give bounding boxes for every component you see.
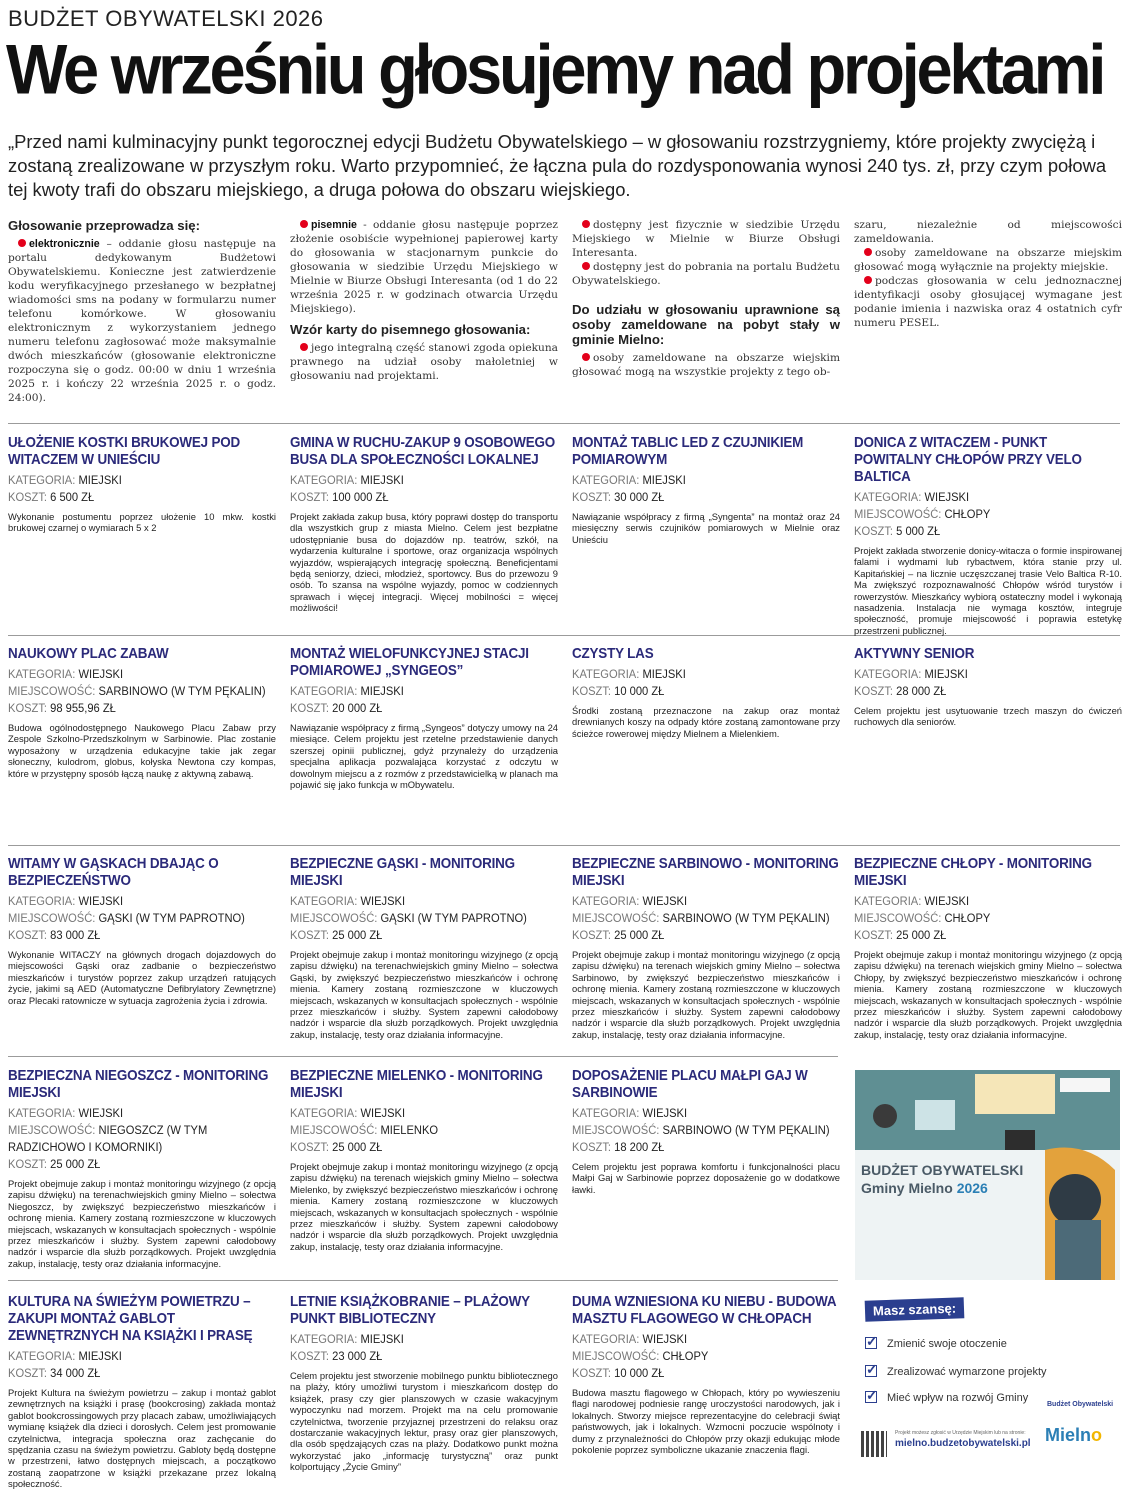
- project-location: MIEJSCOWOŚĆ: SARBINOWO (W TYM PĘKALIN): [572, 1123, 830, 1137]
- ballot-template-heading: Wzór karty do pisemnego głosowania:: [290, 322, 531, 337]
- promo-illustration: [855, 1070, 1120, 1280]
- project-title: NAUKOWY PLAC ZABAW: [8, 646, 169, 662]
- project-title: LETNIE KSIĄŻKOBRANIE – PLAŻOWY PUNKT BIBLIOTECZNY: [290, 1294, 530, 1327]
- project-location: MIEJSCOWOŚĆ: NIEGOSZCZ (W TYM RADZICHOWO I KOMORNIKI): [8, 1123, 208, 1154]
- project-description: Celem projektu jest poprawa komfortu i funkcjonalności placu Małpi Gaj w Sarbinowie poprzez doposażenie go w dodatkowe ławki.: [572, 1161, 840, 1195]
- project-category: KATEGORIA: MIEJSKI: [290, 473, 404, 487]
- project-category: KATEGORIA: WIEJSKI: [8, 667, 124, 681]
- project-location: MIEJSCOWOŚĆ: GĄSKI (W TYM PAPROTNO): [8, 911, 245, 925]
- project-description: Nawiązanie współpracy z firmą „Syngeos” dotyczy umowy na 24 miesiące. Celem projektu jest rzetelne przedstawienie danych szerszej opinii publicznej, gdyż przynależy do urządzenia specjalna aplikacja pozwalająca korzystać z odczytu w dowolnym miejscu a z rozmów z przedstawicielką w planach ma pojawić się jako funkcja w mObywatelu.: [290, 722, 558, 791]
- project-card: [8, 1294, 276, 1490]
- project-title: GMINA W RUCHU-ZAKUP 9 OSOBOWEGO BUSA DLA SPOŁECZNOŚCI LOKALNEJ: [290, 435, 556, 468]
- project-cost: KOSZT: 83 000 ZŁ: [8, 928, 101, 942]
- bullet-icon: [864, 276, 872, 284]
- divider: [8, 1056, 838, 1057]
- project-title: KULTURA NA ŚWIEŻYM POWIETRZU – ZAKUPI MONTAŻ GABLOT ZEWNĘTRZNYCH NA KSIĄŻKI I PRASĘ: [8, 1294, 253, 1344]
- project-title: WITAMY W GĄSKACH DBAJĄC O BEZPIECZEŃSTWO: [8, 856, 219, 889]
- project-description: Projekt obejmuje zakup i montaż monitoringu wizyjnego (z opcją zapisu dźwięku) na terenach wiejskich gminy Mielno – sołectwa Sarbinowo, by zwiększyć bezpieczeństwo mieszkańców i ochronę mienia. Kamery zostaną rozmieszczone w kluczowych miejscach, wskazanych w konsultacjach społecznych - wspólnie przez mieszkańców i służby. System zapewni całodobowy nadzór i wsparcie dla służb porządkowych. Projekt uwzględnia zakup, instalację, testy oraz działania informacyjne.: [572, 949, 840, 1040]
- project-description: Wykonanie WITACZY na głównych drogach dojazdowych do miejscowości Gąski oraz zadbanie o bezpieczeństwo mieszkańców i turystów poprzez zakup urządzeń ratujących życie, jakimi są AED (Automatyczne Defibrylatory Zewnętrzne) oraz Plecaki ratownicze w sytuacja zagrożenia życia i zdrowia.: [8, 949, 276, 1006]
- project-description: Budowa masztu flagowego w Chłopach, który po wywieszeniu flagi narodowej podniesie rangę uroczystości narodowych, jak i lokalnych. Stworzy miejsce reprezentacyjne do celebracji świąt państwowych, jak i lokalnych. Wzmocni poczucie wspólnoty i dumy z przynależności do Chłopów przy okazji edukując młode pokolenie poprzez symboliczne ukazanie znaczenia flagi.: [572, 1387, 840, 1456]
- project-description: Nawiązanie współpracy z firmą „Syngenta” na montaż oraz 24 miesięczny serwis czujników pomiarowych w Mielnie oraz Unieściu: [572, 511, 840, 545]
- project-cost: KOSZT: 10 000 ZŁ: [572, 1366, 665, 1380]
- project-title: BEZPIECZNE MIELENKO - MONITORING MIEJSKI: [290, 1068, 543, 1101]
- intro-column-1: [8, 218, 276, 405]
- project-cost: KOSZT: 28 000 ZŁ: [854, 684, 947, 698]
- ballot-availability-1: dostępny jest fizycznie w siedzibie Urzędu Miejskiego w Mielnie w Biurze Obsługi Interesanta.: [572, 219, 840, 259]
- checklist-item: ✓Zmienić swoje otoczenie: [865, 1337, 1007, 1350]
- project-cost: KOSZT: 25 000 ZŁ: [8, 1157, 101, 1171]
- project-title: CZYSTY LAS: [572, 646, 654, 662]
- bullet-icon: [18, 239, 26, 247]
- project-location: MIEJSCOWOŚĆ: SARBINOWO (W TYM PĘKALIN): [572, 911, 830, 925]
- eligibility-rural: osoby zameldowane na obszarze wiejskim głosować mogą na wszystkie projekty z tego ob-: [572, 352, 840, 378]
- project-title: DONICA Z WITACZEM - PUNKT POWITALNY CHŁOPÓW PRZY VELO BALTICA: [854, 435, 1082, 485]
- project-cost: KOSZT: 30 000 ZŁ: [572, 490, 665, 504]
- project-category: KATEGORIA: WIEJSKI: [572, 1332, 688, 1346]
- eligibility-rural-cont: szaru, niezależnie od miejscowości zameldowania.: [854, 219, 1122, 245]
- divider: [8, 1280, 838, 1281]
- project-description: Projekt zakłada zakup busa, który poprawi dostęp do transportu dla wszystkich grup z miasta Mielno. Celem jest bezpłatne udostępnianie busa do dojazdów np. teatrów, szkół, na wydarzenia kulturalne i sportowe, oraz organizacja wspólnych wyjazdów, wspierających integrację społeczną. Beneficjentami będą seniorzy, dzieci, młodzież, sportowcy. Bus do przewozu 9 osób. To szansa na wspólne wyjazdy, pomoc w codziennych sprawach i więcej integracji. Więcej mobilności = więcej możliwości!: [290, 511, 558, 614]
- ballot-template-text: jego integralną część stanowi zgoda opiekuna prawnego na udział osoby małoletniej w głosowaniu nad projektami.: [290, 342, 558, 382]
- project-card: [854, 435, 1122, 636]
- project-card: [854, 856, 1122, 1040]
- project-card: [572, 435, 840, 545]
- headline: We wrześniu głosujemy nad projektami: [6, 30, 1104, 109]
- promo-title-line1: BUDŻET OBYWATELSKI: [861, 1162, 1024, 1178]
- project-cost: KOSZT: 20 000 ZŁ: [290, 701, 383, 715]
- lead-paragraph: „Przed nami kulminacyjny punkt tegorocznej edycji Budżetu Obywatelskiego – w głosowaniu rozstrzygniemy, które projekty zwyciężą i zostaną zrealizowane w przyszłym roku. Warto przypomnieć, że łączna pula do rozdysponowania wynosi 240 tys. zł, przy czym połowa tej kwoty trafi do obszaru miejskiego, a druga połowa do obszaru wiejskiego.: [8, 131, 1107, 200]
- project-title: AKTYWNY SENIOR: [854, 646, 975, 662]
- project-cost: KOSZT: 25 000 ZŁ: [290, 928, 383, 942]
- project-card: [572, 1294, 840, 1455]
- project-description: Celem projektu jest usytuowanie trzech maszyn do ćwiczeń ruchowych dla seniorów.: [854, 705, 1122, 728]
- mielno-logo: Mielno: [1045, 1425, 1103, 1445]
- project-location: MIEJSCOWOŚĆ: CHŁOPY: [854, 911, 991, 925]
- project-cost: KOSZT: 98 955,96 ZŁ: [8, 701, 116, 715]
- checklist-item: ✓Mieć wpływ na rozwój Gminy: [865, 1391, 1028, 1404]
- identification-note: podczas głosowania w celu jednoznacznej identyfikacji osoby głosującej wymagane jest podanie imienia i nazwiska oraz 4 ostatnich cyfr numeru PESEL.: [854, 275, 1122, 329]
- project-description: Budowa ogólnodostępnego Naukowego Placu Zabaw przy Zespole Szkolno-Przedszkolnym w Sarbinowie. Plac zostanie wyposażony w urządzenia edukacyjne takie jak zegar słoneczny, kulodrom, globus, kołyska Newtona czy kompas, które w przystępny sposób łączą naukę z aktywną zabawą.: [8, 722, 276, 779]
- project-location: MIEJSCOWOŚĆ: SARBINOWO (W TYM PĘKALIN): [8, 684, 266, 698]
- bullet-icon: [582, 353, 590, 361]
- project-cost: KOSZT: 10 000 ZŁ: [572, 684, 665, 698]
- bullet-icon: [582, 262, 590, 270]
- bullet-icon: [582, 220, 590, 228]
- section-kicker: BUDŻET OBYWATELSKI 2026: [8, 6, 324, 31]
- project-card: [572, 1068, 840, 1195]
- project-description: Środki zostaną przeznaczone na zakup oraz montaż drewnianych koszy na odpady które zostaną zamontowane przy ścieżce rowerowej między Mielnem a Mielenkiem.: [572, 705, 840, 739]
- budzet-obywatelski-logo: Budżet Obywatelski: [1047, 1401, 1114, 1408]
- checklist-item: ✓Zrealizować wymarzone projekty: [865, 1365, 1047, 1378]
- ballot-availability-2: dostępny jest do pobrania na portalu Budżetu Obywatelskiego.: [572, 261, 840, 287]
- project-description: Projekt obejmuje zakup i montaż monitoringu wizyjnego (z opcją zapisu dźwięku) na terenach wiejskich gminy Mielno – sołectwa Chłopy, by zwiększyć bezpieczeństwo mieszkańców i ochronę mienia. Kamery zostaną rozmieszczone w kluczowych miejscach, wskazanych w konsultacjach społecznych - wspólnie przez mieszkańców i służby. System zapewni całodobowy nadzór i wsparcie dla służb porządkowych. Projekt uwzględnia zakup, instalację, testy oraz działania informacyjne.: [854, 949, 1122, 1040]
- project-description: Projekt obejmuje zakup i montaż monitoringu wizyjnego (z opcją zapisu dźwięku) na terenachwiejskich gminy Mielno – sołectwa Gąski, by zwiększyć bezpieczeństwo mieszkańców i ochronę mienia. Kamery zostaną rozmieszczone w kluczowych miejscach, wskazanych w konsultacjach społecznych - wspólnie przez mieszkańców i służby. System zapewni całodobowy nadzór i wsparcie dla służb porządkowych. Projekt uwzględnia zakup, instalację, testy oraz działania informacyjne.: [290, 949, 558, 1040]
- project-card: [290, 646, 558, 790]
- project-title: BEZPIECZNE CHŁOPY - MONITORING MIEJSKI: [854, 856, 1092, 889]
- project-category: KATEGORIA: WIEJSKI: [854, 894, 970, 908]
- checkbox-icon: [865, 1337, 877, 1349]
- project-category: KATEGORIA: WIEJSKI: [8, 1106, 124, 1120]
- project-description: Projekt Kultura na świeżym powietrzu – zakup i montaż gablot zewnętrznych na książki i prasę (bookcrosing) zakłada montaż gablot bookcrossingowych przy placach zabaw, umożliwiających wymianę książek dla dzieci i dorosłych. Celem jest promowanie czytelnictwa, integracja społeczna oraz zachęcanie do spędzania czasu na świeżym powietrzu. Gabloty będą dostępne w przestrzeni, łatwo dostępnych miejscach, a początkowo zostaną zaopatrzone w książki przekazane przez lokalną społeczność.: [8, 1387, 276, 1490]
- intro-column-3: [572, 218, 840, 379]
- project-cost: KOSZT: 100 000 ZŁ: [290, 490, 389, 504]
- project-category: KATEGORIA: MIEJSKI: [8, 473, 122, 487]
- project-card: [290, 435, 558, 614]
- project-description: Wykonanie postumentu poprzez ułożenie 10 mkw. kostki brukowej czarnej o wymiarach 5 x 2: [8, 511, 276, 534]
- project-category: KATEGORIA: WIEJSKI: [572, 894, 688, 908]
- project-card: [854, 646, 1122, 728]
- promo-title-line2: Gminy Mielno 2026: [861, 1180, 988, 1196]
- project-cost: KOSZT: 5 000 ZŁ: [854, 524, 941, 538]
- project-category: KATEGORIA: WIEJSKI: [290, 1106, 406, 1120]
- project-category: KATEGORIA: MIEJSKI: [572, 667, 686, 681]
- bullet-icon: [300, 220, 308, 228]
- promo-note: Projekt możesz zgłosić w Urzędzie Miejskim lub na stronie:: [895, 1430, 1026, 1436]
- project-card: [8, 1068, 276, 1269]
- project-category: KATEGORIA: MIEJSKI: [854, 667, 968, 681]
- project-description: Celem projektu jest stworzenie mobilnego punktu bibliotecznego na plaży, który umożliwi turystom i mieszkańcom dostęp do książek, prasy czy gier planszowych w czasie wakacyjnym wypoczynku nad morzem. Projekt ma na celu promowanie czytelnictwa, tworzenie przyjaznej przestrzeni do relaksu oraz dostarczanie wakacyjnych lektur, prasy oraz gier planszowych, dla osób spędzających czas na plaży. Dodatkowo punkt można wykorzystać jako „informację turystyczną” oraz punkt kolportujący „Życie Gminy”: [290, 1370, 558, 1473]
- project-card: [290, 1068, 558, 1252]
- intro-column-2: [290, 218, 558, 383]
- project-card: [572, 646, 840, 739]
- project-card: [572, 856, 840, 1040]
- project-location: MIEJSCOWOŚĆ: GĄSKI (W TYM PAPROTNO): [290, 911, 527, 925]
- promo-checklist: [855, 1285, 1120, 1485]
- project-description: Projekt zakłada stworzenie donicy-witacza o formie inspirowanej falami i wydmami lub rybactwem, która stanie przy ul. Kapitańskiej – na licznie uczęszczanej trasie Velo Baltica R-10. Ma zwiększyć rozpoznawalność Chłopów wśród turystów i rowerzystów. Mieszkańcy wybiorą ostateczny model i wykonają nasadzenia. Instalacja nie wymaga kosztów, integruje społeczność, promuje miejscowość i poprawia estetykę przestrzeni publicznej.: [854, 545, 1122, 636]
- project-category: KATEGORIA: MIEJSKI: [572, 473, 686, 487]
- project-cost: KOSZT: 23 000 ZŁ: [290, 1349, 383, 1363]
- project-title: MONTAŻ WIELOFUNKCYJNEJ STACJI POMIAROWEJ „SYNGEOS”: [290, 646, 529, 679]
- project-title: BEZPIECZNE SARBINOWO - MONITORING MIEJSKI: [572, 856, 839, 889]
- voting-heading: Głosowanie przeprowadza się:: [8, 218, 200, 233]
- project-card: [8, 435, 276, 534]
- project-location: MIEJSCOWOŚĆ: CHŁOPY: [572, 1349, 709, 1363]
- project-category: KATEGORIA: MIEJSKI: [290, 1332, 404, 1346]
- project-title: DOPOSAŻENIE PLACU MAŁPI GAJ W SARBINOWIE: [572, 1068, 808, 1101]
- project-cost: KOSZT: 34 000 ZŁ: [8, 1366, 101, 1380]
- project-cost: KOSZT: 6 500 ZŁ: [8, 490, 95, 504]
- divider: [8, 423, 1120, 424]
- project-title: DUMA WZNIESIONA KU NIEBU - BUDOWA MASZTU FLAGOWEGO W CHŁOPACH: [572, 1294, 836, 1327]
- checkbox-icon: [865, 1365, 877, 1377]
- project-category: KATEGORIA: MIEJSKI: [8, 1349, 122, 1363]
- project-cost: KOSZT: 18 200 ZŁ: [572, 1140, 665, 1154]
- project-title: UŁOŻENIE KOSTKI BRUKOWEJ POD WITACZEM W UNIEŚCIU: [8, 435, 241, 468]
- project-description: Projekt obejmuje zakup i montaż monitoringu wizyjnego (z opcją zapisu dźwięku) na terenach wiejskich gminy Mielno – sołectwa Mielenko, by zwiększyć bezpieczeństwo mieszkańców i ochronę mienia. Kamery zostaną rozmieszczone w kluczowych miejscach, wskazanych w konsultacjach społecznych - wspólnie przez mieszkańców i służby. System zapewni całodobowy nadzór i wsparcie dla służb porządkowych. Projekt uwzględnia zakup, instalację, testy oraz działania informacyjne.: [290, 1161, 558, 1252]
- checkbox-icon: [865, 1391, 877, 1403]
- masz-szanse-badge: Masz szansę:: [865, 1297, 965, 1321]
- divider: [8, 845, 1120, 846]
- project-location: MIEJSCOWOŚĆ: MIELENKO: [290, 1123, 439, 1137]
- project-description: Projekt obejmuje zakup i montaż monitoringu wizyjnego (z opcją zapisu dźwięku) na terenachwiejskich gminy Mielno – sołectwa Niegoszcz, by zwiększyć bezpieczeństwo mieszkańców i ochronę mienia. Kamery zostaną rozmieszczone w kluczowych miejscach, wskazanych w konsultacjach społecznych - wspólnie przez mieszkańców i służby. System zapewni całodobowy nadzór i wsparcie dla służb porządkowych. Projekt uwzględnia zakup, instalację, testy oraz działania informacyjne.: [8, 1178, 276, 1269]
- project-card: [290, 1294, 558, 1473]
- eligibility-urban: osoby zameldowane na obszarze miejskim głosować mogą wyłącznie na projekty miejskie.: [854, 247, 1122, 273]
- project-title: BEZPIECZNE GĄSKI - MONITORING MIEJSKI: [290, 856, 515, 889]
- project-card: [290, 856, 558, 1040]
- bullet-icon: [300, 343, 308, 351]
- project-card: [8, 646, 276, 779]
- intro-column-4: [854, 218, 1122, 330]
- project-cost: KOSZT: 25 000 ZŁ: [854, 928, 947, 942]
- eligibility-heading: Do udziału w głosowaniu uprawnione są osoby zameldowane na pobyt stały w gminie Mielno:: [572, 302, 840, 347]
- project-card: [8, 856, 276, 1006]
- project-category: KATEGORIA: MIEJSKI: [290, 684, 404, 698]
- project-location: MIEJSCOWOŚĆ: CHŁOPY: [854, 507, 991, 521]
- electronic-voting-text: elektronicznie – oddanie głosu następuje na portalu dedykowanym Budżetowi Obywatelskiemu. Konieczne jest zatwierdzenie kodu weryfikacyjnego przesłanego w bezpłatnej wiadomości sms na podany w formularzu numer telefonu komórkowe. W głosowaniu elektronicznym z wykorzystaniem jednego numeru telefonu zagłosować może maksymalnie dwóch mieszkańców (głosowanie elektroniczne rozpoczyna się o godz. 00:00 w dniu 1 września 2025 r. i kończy 22 września 2025 r. o godz. 24:00).: [8, 238, 276, 404]
- paper-voting-text: pisemnie - oddanie głosu następuje poprzez złożenie osobiście wypełnionej papierowej karty do głosowania w stacjonarnym punkcie do głosowania w siedzibie Urzędu Miejskiego w Mielnie w Biurze Obsługi Interesanta (od 1 do 22 września 2025 r. w godzinach otwarcia Urzędu Miejskiego).: [290, 219, 558, 315]
- project-category: KATEGORIA: WIEJSKI: [572, 1106, 688, 1120]
- project-category: KATEGORIA: WIEJSKI: [8, 894, 124, 908]
- qr-code-icon: [861, 1431, 887, 1457]
- bullet-icon: [864, 248, 872, 256]
- project-category: KATEGORIA: WIEJSKI: [290, 894, 406, 908]
- project-cost: KOSZT: 25 000 ZŁ: [290, 1140, 383, 1154]
- project-title: MONTAŻ TABLIC LED Z CZUJNIKIEM POMIAROWYM: [572, 435, 804, 468]
- project-title: BEZPIECZNA NIEGOSZCZ - MONITORING MIEJSKI: [8, 1068, 269, 1101]
- project-cost: KOSZT: 25 000 ZŁ: [572, 928, 665, 942]
- project-category: KATEGORIA: WIEJSKI: [854, 490, 970, 504]
- promo-url[interactable]: mielno.budzetobywatelski.pl: [895, 1438, 1031, 1449]
